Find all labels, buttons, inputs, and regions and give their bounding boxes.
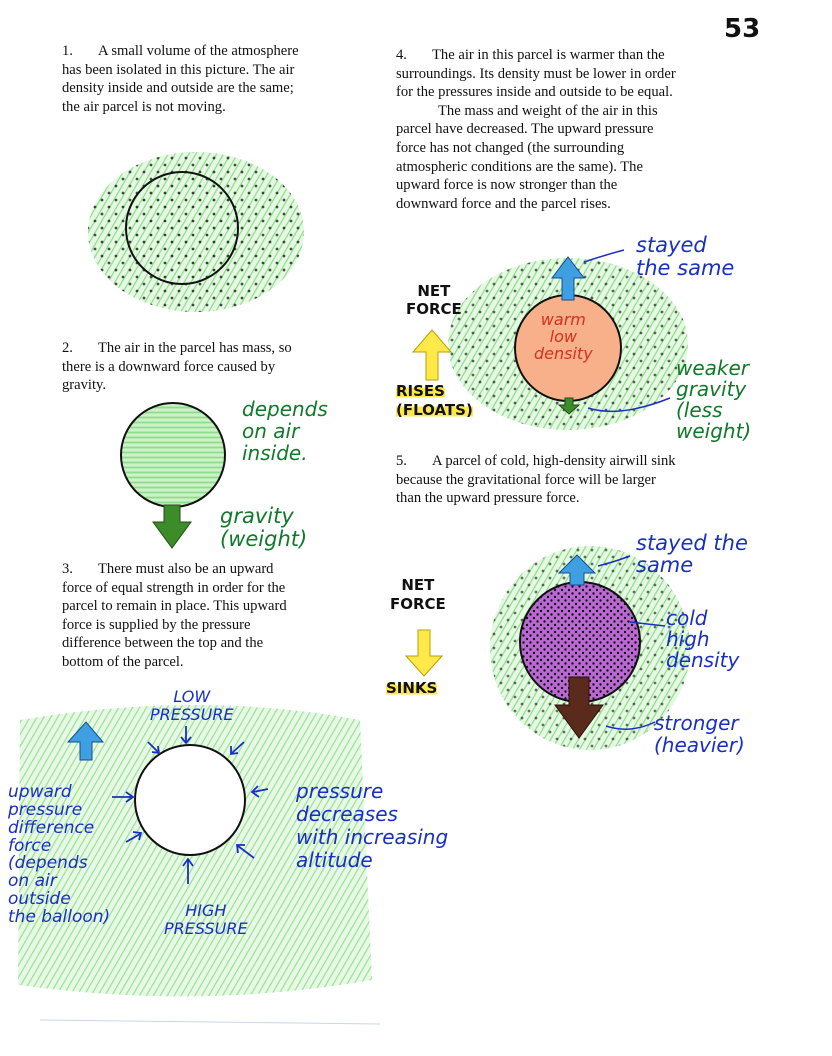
figure-1-static-parcel <box>88 152 304 312</box>
label-sinks <box>386 680 437 697</box>
label-rises-floats-text: RISES (FLOATS) <box>396 382 473 419</box>
paragraph-1-text: A small volume of the atmosphere has been isolated in this picture. The air density inside and outside are the same; the air parcel is not moving. <box>62 43 299 115</box>
paragraph-2 <box>62 339 302 395</box>
note-weaker-gravity: weaker gravity (less weight) <box>676 356 752 443</box>
paragraph-3 <box>62 560 302 672</box>
label-sinks-text: SINKS <box>386 679 438 697</box>
page-number: 53 <box>724 14 761 44</box>
label-rises-floats <box>396 382 473 420</box>
paragraph-5-number: 5. <box>396 453 407 469</box>
paragraph-4 <box>396 46 682 213</box>
paragraph-1 <box>62 42 302 116</box>
label-net-force-sinks: NET FORCE <box>390 576 446 613</box>
note-low-pressure: LOW PRESSURE <box>150 687 234 724</box>
note-high-pressure: HIGH PRESSURE <box>164 901 248 938</box>
paragraph-2-text: The air in the parcel has mass, so there is a downward force caused by gravity. <box>62 340 292 394</box>
label-net-force-rises: NET FORCE <box>406 282 462 318</box>
note-stayed-the-same-1: stayed the same <box>636 233 735 281</box>
label-warm-low-density: warm low density <box>534 310 593 363</box>
paragraph-4-continued: The mass and weight of the air in this parcel have decreased. The upward pressure force has not changed (the surrounding atmospheric conditions are the same). The upward force is now stronger than the downward force and the parcel rises. <box>396 102 658 212</box>
paragraph-3-number: 3. <box>62 561 73 577</box>
note-cold-high-density: cold high density <box>666 606 740 672</box>
paragraph-5 <box>396 452 682 508</box>
note-upward-pressure-difference-force: upward pressure difference force (depends on air outside the balloon) <box>8 782 111 927</box>
note-gravity-weight: gravity (weight) <box>220 504 308 552</box>
note-depends-on-air-inside: depends on air inside. <box>242 397 328 465</box>
note-stronger-heavier: stronger (heavier) <box>654 711 745 757</box>
note-pressure-decreases: pressure decreases with increasing altitude <box>296 779 449 872</box>
figure-2-gravity <box>121 403 225 548</box>
paragraph-4-text: The air in this parcel is warmer than the surroundings. Its density must be lower in order for the pressures inside and outside to be equal. <box>396 47 676 101</box>
paragraph-1-number: 1. <box>62 43 73 59</box>
paragraph-3-text: There must also be an upward force of equal strength in order for the parcel to remain in place. This upward force is supplied by the pressure difference between the top and the bottom of the parcel. <box>62 561 287 670</box>
paragraph-2-number: 2. <box>62 340 73 356</box>
paragraph-5-text: A parcel of cold, high-density airwill sink because the gravitational force will be larger than the upward pressure force. <box>396 453 676 507</box>
paragraph-4-number: 4. <box>396 47 407 63</box>
note-stayed-the-same-2: stayed the same <box>636 531 748 578</box>
